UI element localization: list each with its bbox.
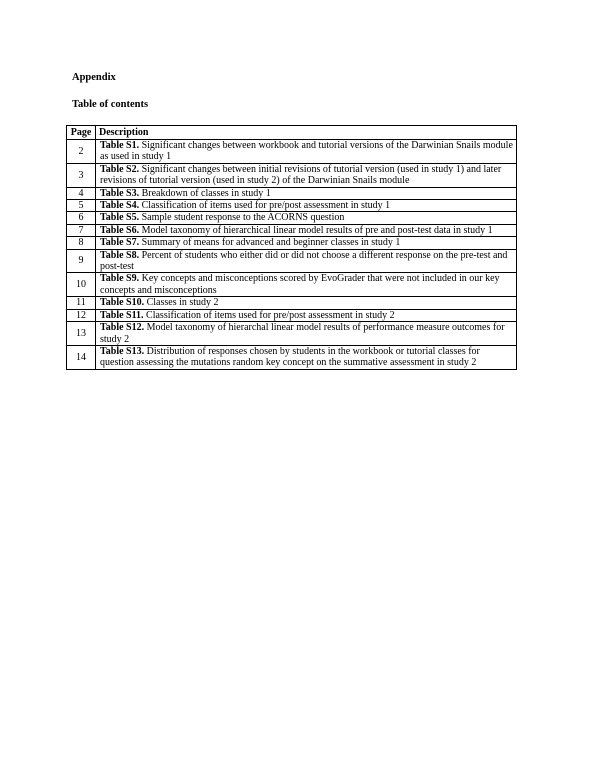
table-title: Percent of students who either did or did not choose a different response on the pre-test and post-test (100, 249, 508, 273)
table-label: Table S3. (100, 187, 140, 199)
description-column-header: Description (96, 126, 517, 140)
table-title: Breakdown of classes in study 1 (141, 187, 271, 199)
table-label: Table S9. (100, 273, 140, 285)
table-title: Distribution of responses chosen by students in the workbook or tutorial classes for question assessing the mutations random key concept on the summative assessment in study 2 (100, 345, 480, 369)
table-row (67, 237, 517, 249)
toc-heading: Table of contents (72, 99, 149, 110)
page-number: 3 (67, 163, 96, 187)
table-description (96, 249, 517, 273)
table-title: Classes in study 2 (146, 297, 219, 309)
table-row (67, 309, 517, 321)
table-title: Model taxonomy of hierarchical linear model results of pre and post-test data in study 1 (141, 224, 493, 236)
table-label: Table S7. (100, 237, 140, 249)
table-description (96, 224, 517, 236)
table-title: Key concepts and misconceptions scored by EvoGrader that were not included in our key concepts and misconceptions (100, 273, 500, 296)
table-description (96, 345, 517, 369)
page-number: 13 (67, 322, 96, 346)
page-number: 6 (67, 212, 96, 224)
table-description (96, 200, 517, 212)
page-number: 9 (67, 249, 96, 273)
table-description (96, 140, 517, 164)
table-label: Table S11. (100, 309, 144, 321)
toc-table (66, 125, 517, 370)
table-label: Table S8. (100, 249, 140, 261)
page-number: 11 (67, 297, 96, 309)
table-title: Sample student response to the ACORNS question (141, 212, 345, 224)
page-number: 5 (67, 200, 96, 212)
table-description (96, 237, 517, 249)
table-description (96, 297, 517, 309)
page-number: 2 (67, 140, 96, 164)
table-row (67, 345, 517, 369)
page-number: 7 (67, 224, 96, 236)
table-row (67, 224, 517, 236)
table-row (67, 249, 517, 273)
table-row (67, 187, 517, 199)
table-description (96, 163, 517, 187)
table-row (67, 200, 517, 212)
appendix-heading: Appendix (72, 72, 116, 83)
table-row (67, 273, 517, 297)
table-description (96, 212, 517, 224)
page-number: 14 (67, 345, 96, 369)
page-column-header: Page (67, 126, 96, 140)
table-title: Classification of items used for pre/post assessment in study 2 (146, 309, 395, 321)
table-title: Significant changes between initial revisions of tutorial version (used in study 1) and later revisions of tutorial version (used in study 2) of the Darwinian Snails module (100, 163, 502, 187)
table-label: Table S13. (100, 345, 145, 357)
table-label: Table S6. (100, 224, 140, 236)
table-row (67, 212, 517, 224)
page-number: 4 (67, 187, 96, 199)
table-row (67, 297, 517, 309)
toc-header-row (67, 126, 517, 140)
table-label: Table S2. (100, 163, 140, 175)
table-label: Table S10. (100, 297, 145, 309)
table-title: Classification of items used for pre/post assessment in study 1 (141, 200, 391, 212)
table-title: Summary of means for advanced and beginner classes in study 1 (141, 237, 401, 249)
table-label: Table S12. (100, 322, 145, 334)
page-number: 12 (67, 309, 96, 321)
page-number: 8 (67, 237, 96, 249)
table-row (67, 140, 517, 164)
table-label: Table S5. (100, 212, 140, 224)
table-description (96, 322, 517, 346)
table-row (67, 322, 517, 346)
table-description (96, 187, 517, 199)
table-description (96, 309, 517, 321)
page-number: 10 (67, 273, 96, 297)
table-title: Significant changes between workbook and tutorial versions of the Darwinian Snails module as used in study 1 (100, 140, 513, 163)
table-label: Table S4. (100, 200, 140, 212)
table-description (96, 273, 517, 297)
table-row (67, 163, 517, 187)
table-label: Table S1. (100, 140, 140, 151)
table-title: Model taxonomy of hierarchal linear model results of performance measure outcomes for study 2 (100, 322, 505, 345)
